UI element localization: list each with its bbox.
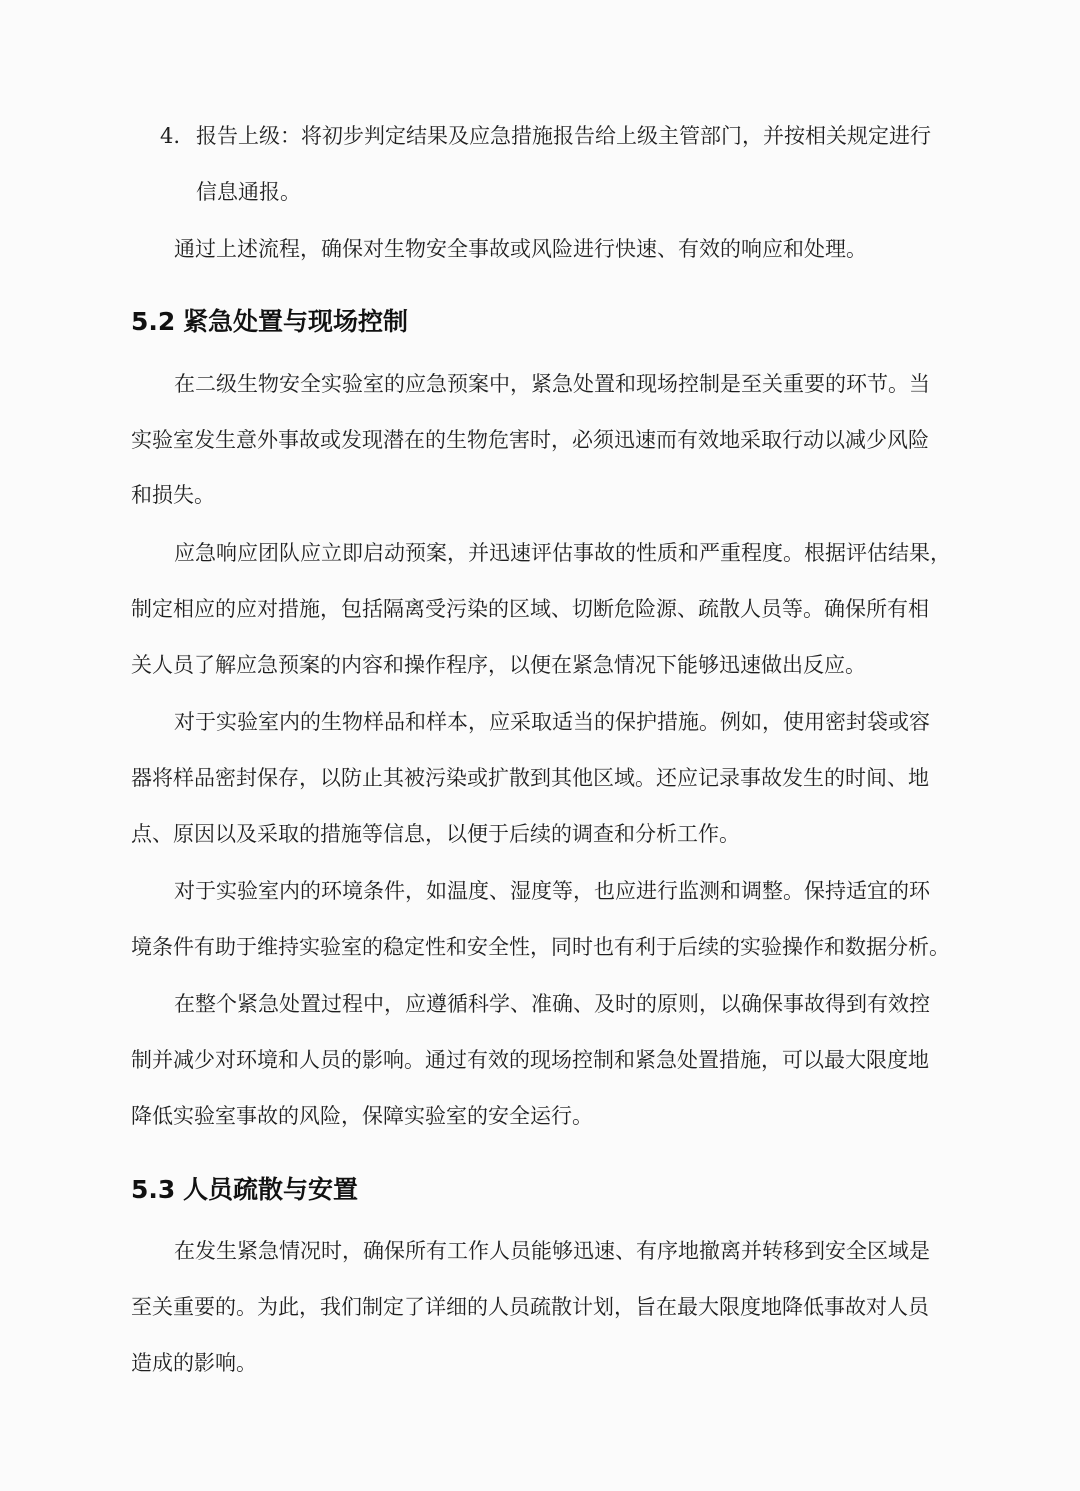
paragraph-line: 至关重要的。为此，我们制定了详细的人员疏散计划，旨在最大限度地降低事故对人员: [131, 1295, 929, 1319]
paragraph-line: 在整个紧急处置过程中，应遵循科学、准确、及时的原则，以确保事故得到有效控: [174, 992, 930, 1016]
section-heading-5-3: [131, 1170, 358, 1210]
paragraph-line: 实验室发生意外事故或发现潜在的生物危害时，必须迅速而有效地采取行动以减少风险: [131, 428, 929, 452]
closing-paragraph: 通过上述流程，确保对生物安全事故或风险进行快速、有效的响应和处理。: [174, 237, 867, 261]
paragraph-line: 应急响应团队应立即启动预案，并迅速评估事故的性质和严重程度。根据评估结果，: [174, 541, 951, 565]
paragraph-line: 造成的影响。: [131, 1351, 257, 1375]
paragraph-line: 境条件有助于维持实验室的稳定性和安全性，同时也有利于后续的实验操作和数据分析。: [131, 935, 950, 959]
paragraph-line: 制定相应的应对措施，包括隔离受污染的区域、切断危险源、疏散人员等。确保所有相: [131, 597, 929, 621]
paragraph-line: 点、原因以及采取的措施等信息，以便于后续的调查和分析工作。: [131, 822, 740, 846]
paragraph-line: 对于实验室内的生物样品和样本，应采取适当的保护措施。例如，使用密封袋或容: [174, 710, 930, 734]
section-heading-5-2: [131, 302, 408, 342]
paragraph-line: 对于实验室内的环境条件，如温度、湿度等，也应进行监测和调整。保持适宜的环: [174, 879, 930, 903]
list-item-line: 信息通报。: [196, 180, 301, 204]
list-item-number: 4.: [160, 124, 181, 148]
section-title: 人员疏散与安置: [183, 1175, 359, 1204]
section-number: 5.2: [131, 307, 176, 336]
section-title: 紧急处置与现场控制: [183, 307, 409, 336]
paragraph-line: 在发生紧急情况时，确保所有工作人员能够迅速、有序地撤离并转移到安全区域是: [174, 1239, 930, 1263]
paragraph-line: 和损失。: [131, 483, 215, 507]
paragraph-line: 器将样品密封保存，以防止其被污染或扩散到其他区域。还应记录事故发生的时间、地: [131, 766, 929, 790]
section-number: 5.3: [131, 1175, 176, 1204]
paragraph-line: 在二级生物安全实验室的应急预案中，紧急处置和现场控制是至关重要的环节。当: [174, 372, 930, 396]
paragraph-line: 降低实验室事故的风险，保障实验室的安全运行。: [131, 1104, 593, 1128]
list-item-line: 报告上级：将初步判定结果及应急措施报告给上级主管部门，并按相关规定进行: [196, 124, 931, 148]
paragraph-line: 制并减少对环境和人员的影响。通过有效的现场控制和紧急处置措施，可以最大限度地: [131, 1048, 929, 1072]
paragraph-line: 关人员了解应急预案的内容和操作程序，以便在紧急情况下能够迅速做出反应。: [131, 653, 866, 677]
